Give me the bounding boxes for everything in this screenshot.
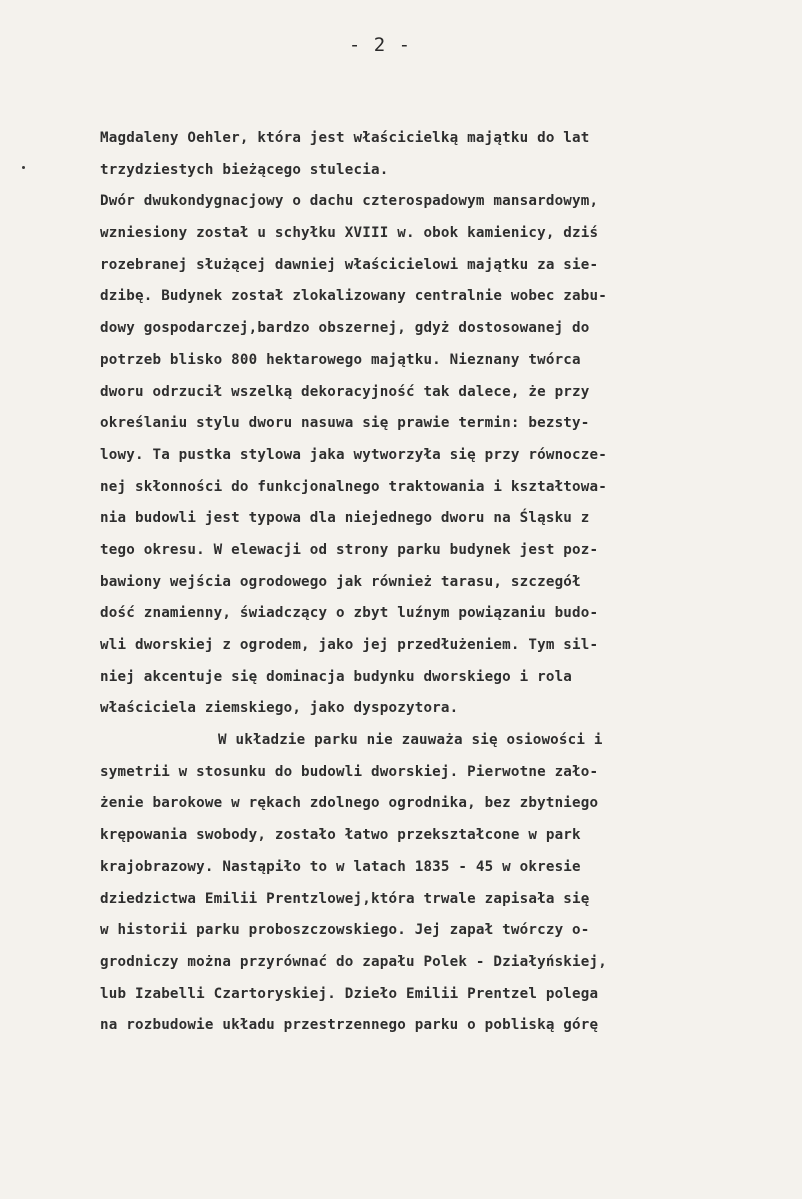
text-line: określaniu stylu dworu nasuwa się prawie termin: bezsty- [100, 415, 590, 432]
text-line: trzydziestych bieżącego stulecia. [100, 161, 389, 178]
text-line: nia budowli jest typowa dla niejednego dworu na Śląsku z [100, 510, 590, 527]
text-line: lowy. Ta pustka stylowa jaka wytworzyła się przy równocze- [100, 446, 608, 463]
text-line: na rozbudowie układu przestrzennego parku o pobliską górę [100, 1017, 599, 1034]
text-line: symetrii w stosunku do budowli dworskiej. Pierwotne zało- [100, 763, 599, 780]
text-line: nej skłonności do funkcjonalnego traktowania i kształtowa- [100, 478, 608, 495]
text-line: dzibę. Budynek został zlokalizowany centralnie wobec zabu- [100, 288, 608, 305]
text-line: Magdaleny Oehler, która jest właścicielką majątku do lat [100, 130, 590, 146]
text-line: lub Izabelli Czartoryskiej. Dzieło Emilii Prentzel polega [100, 985, 599, 1002]
text-line: tego okresu. W elewacji od strony parku budynek jest poz- [100, 541, 599, 558]
document-body [100, 123, 730, 1042]
text-line: bawiony wejścia ogrodowego jak również tarasu, szczegół [100, 573, 581, 590]
page-number: - 2 - [348, 34, 412, 56]
text-line: rozebranej służącej dawniej właścicielowi majątku za sie- [100, 256, 599, 273]
text-line: wli dworskiej z ogrodem, jako jej przedłużeniem. Tym sil- [100, 637, 599, 653]
text-line: dworu odrzucił wszelką dekoracyjność tak dalece, że przy [100, 383, 590, 400]
paper-speck [22, 166, 25, 169]
text-line: dowy gospodarczej,bardzo obszernej, gdyż dostosowanej do [100, 320, 590, 337]
text-line: grodniczy można przyrównać do zapału Polek - Działyńskiej, [100, 953, 608, 970]
text-line: krępowania swobody, zostało łatwo przekształcone w park [100, 827, 581, 844]
text-line: niej akcentuje się dominacja budynku dworskiego i rola [100, 668, 573, 685]
text-line: dość znamienny, świadczący o zbyt luźnym powiązaniu budo- [100, 605, 599, 622]
text-line: w historii parku proboszczowskiego. Jej zapał twórczy o- [100, 922, 590, 939]
text-line: krajobrazowy. Nastąpiło to w latach 1835 - 45 w okresie [100, 858, 581, 875]
text-line: potrzeb blisko 800 hektarowego majątku. Nieznany twórca [100, 351, 581, 368]
text-line: właściciela ziemskiego, jako dyspozytora. [100, 700, 459, 717]
text-line: żenie barokowe w rękach zdolnego ogrodnika, bez zbytniego [100, 795, 599, 812]
text-line: dziedzictwa Emilii Prentzlowej,która trwale zapisała się [100, 890, 590, 907]
text-line: wzniesiony został u schyłku XVIII w. obok kamienicy, dziś [100, 225, 599, 242]
text-line: W układzie parku nie zauważa się osiowości i [218, 732, 603, 749]
text-line: Dwór dwukondygnacjowy o dachu czterospadowym mansardowym, [100, 193, 599, 210]
